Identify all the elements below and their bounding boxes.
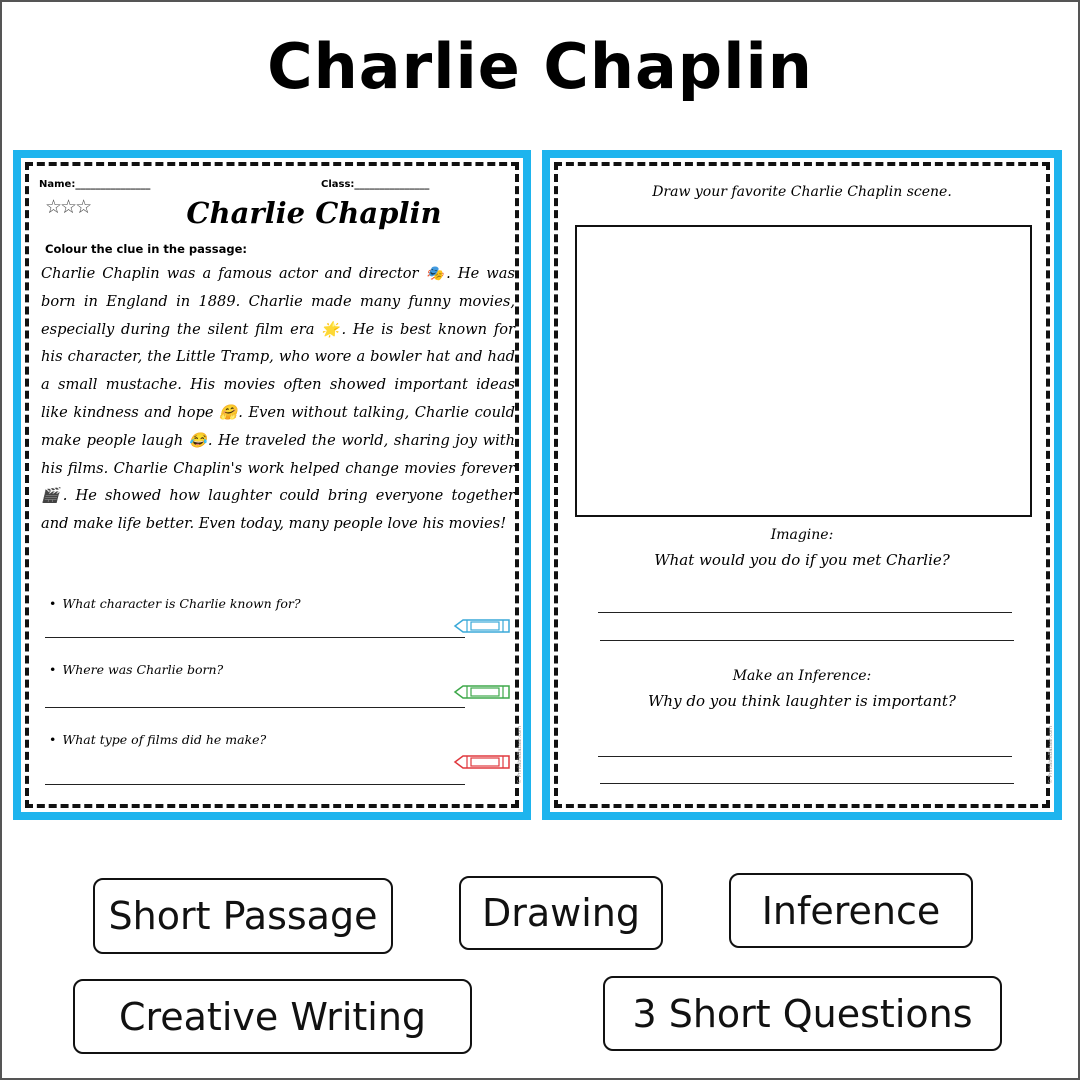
watermark: © PrintableBazaar.com (517, 726, 523, 784)
question-3: • What type of films did he make? (49, 732, 267, 747)
tag-inference: Inference (729, 873, 973, 948)
answer-line-2[interactable] (45, 707, 465, 708)
imagine-line-1[interactable] (598, 612, 1012, 613)
worksheet-dashed-border (25, 162, 523, 808)
green-crayon-icon (453, 683, 513, 701)
inference-label: Make an Inference: (732, 668, 872, 684)
activity-dashed-border (554, 162, 1054, 808)
inference-line-2[interactable] (600, 783, 1014, 784)
worksheet-title: Charlie Chaplin (186, 196, 442, 230)
class-field: Class:_______________ (321, 179, 430, 190)
rating-stars: ☆☆☆ (45, 196, 91, 218)
main-title: Charlie Chaplin (267, 30, 813, 103)
question-2: • Where was Charlie born? (49, 662, 224, 677)
red-crayon-icon (453, 753, 513, 771)
reading-passage: Charlie Chaplin was a famous actor and director 🎭. He was born in England in 1889. Charlie made many funny movies, especially during the silent film era 🌟. He is best known for his character, the Little Tramp, who wore a bowler hat and had a small mustache. His movies often showed important ideas like kindness and hope 🤗. Even without talking, Charlie could make people laugh 😂. He traveled the world, sharing joy with his films. Charlie Chaplin's work helped change movies forever 🎬. He showed how laughter could bring everyone together and make life better. Even today, many people love his movies! (41, 265, 515, 533)
blue-crayon-icon (453, 617, 513, 635)
name-field: Name:_______________ (39, 179, 151, 190)
activity-preview (542, 150, 1062, 820)
tag-creative-writing: Creative Writing (73, 979, 472, 1054)
instruction-text: Colour the clue in the passage: (45, 242, 247, 256)
watermark: © PrintableBazaar.com (1048, 726, 1054, 784)
answer-line-3[interactable] (45, 784, 465, 785)
tag-3-short-questions: 3 Short Questions (603, 976, 1002, 1051)
inference-line-1[interactable] (598, 756, 1012, 757)
draw-prompt: Draw your favorite Charlie Chaplin scene. (652, 184, 952, 200)
worksheet-preview (13, 150, 531, 820)
answer-line-1[interactable] (45, 637, 465, 638)
tag-short-passage: Short Passage (93, 878, 393, 954)
imagine-label: Imagine: (770, 527, 834, 543)
tag-drawing: Drawing (459, 876, 663, 950)
imagine-line-2[interactable] (600, 640, 1014, 641)
question-3-text: What type of films did he make? (62, 732, 267, 747)
drawing-box[interactable] (575, 225, 1032, 517)
question-2-text: Where was Charlie born? (62, 662, 224, 677)
question-1: • What character is Charlie known for? (49, 596, 301, 611)
question-1-text: What character is Charlie known for? (62, 596, 301, 611)
imagine-question: What would you do if you met Charlie? (654, 551, 950, 569)
inference-question: Why do you think laughter is important? (648, 692, 956, 710)
